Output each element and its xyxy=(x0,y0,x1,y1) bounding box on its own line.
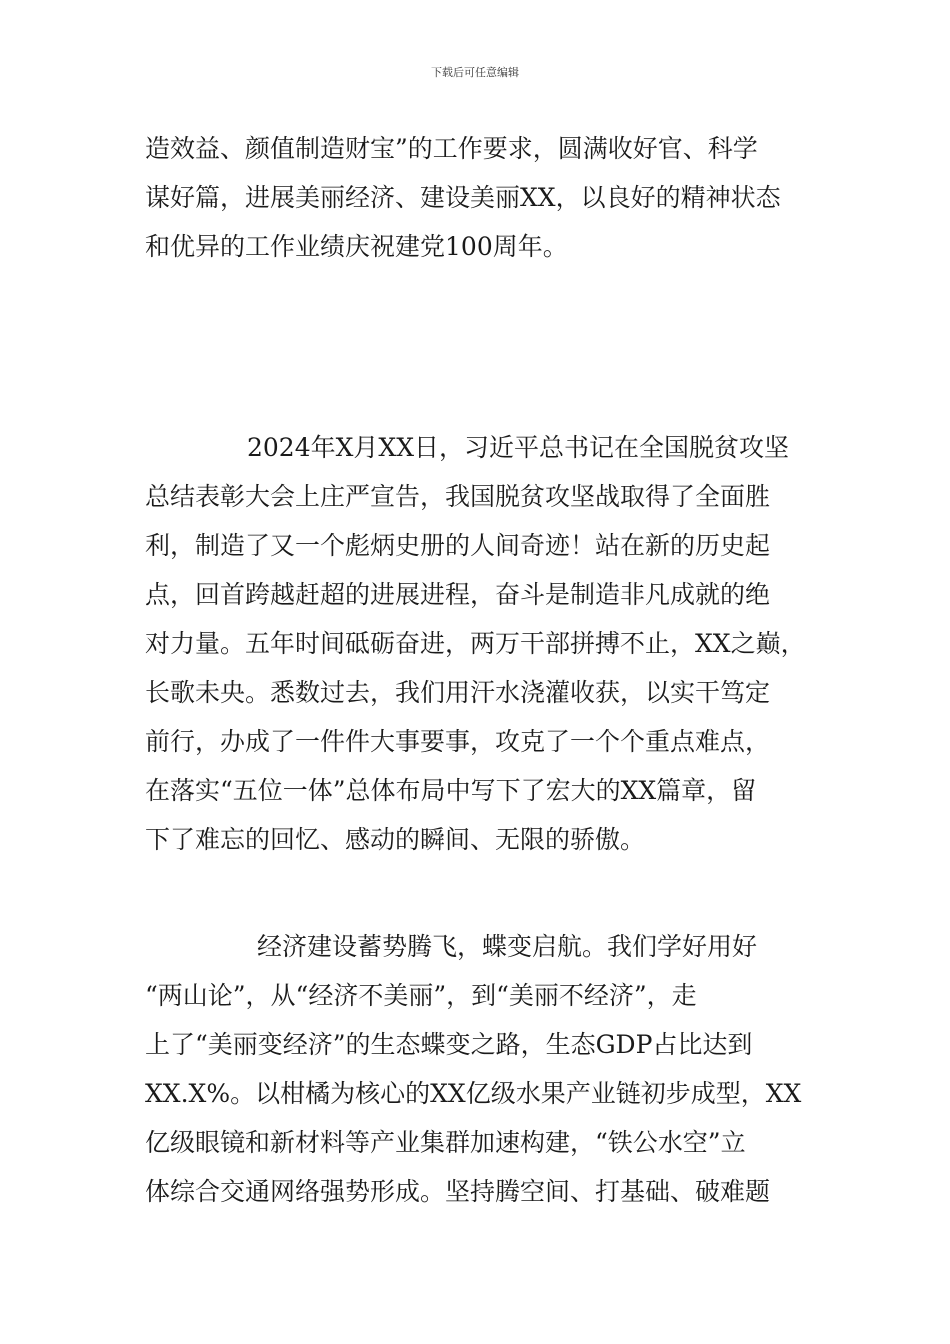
paragraph-line: 点，回首跨越赶超的进展进程，奋斗是制造非凡成就的绝 xyxy=(145,580,771,609)
paragraph-3 xyxy=(145,922,825,1216)
paragraph-line: XX.X%。以柑橘为核心的XX亿级水果产业链初步成型，XX xyxy=(145,1079,802,1108)
paragraph-line: 对力量。五年时间砥砺奋进，两万干部拼搏不止，XX之巅， xyxy=(145,629,806,658)
paragraph-line: 和优异的工作业绩庆祝建党100周年。 xyxy=(145,232,568,261)
paragraph-line: 造效益、颜值制造财宝”的工作要求，圆满收好官、科学 xyxy=(145,134,758,163)
paragraph-1 xyxy=(145,124,825,271)
paragraph-line: 下了难忘的回忆、感动的瞬间、无限的骄傲。 xyxy=(145,825,646,854)
paragraph-line: 2024年X月XX日，习近平总书记在全国脱贫攻坚 xyxy=(247,433,790,462)
paragraph-line: 体综合交通网络强势形成。坚持腾空间、打基础、破难题 xyxy=(145,1177,771,1206)
paragraph-line: “两山论”，从“经济不美丽”，到“美丽不经济”，走 xyxy=(145,981,697,1010)
paragraph-line: 上了“美丽变经济”的生态蝶变之路，生态GDP占比达到 xyxy=(145,1030,753,1059)
paragraph-line: 总结表彰大会上庄严宣告，我国脱贫攻坚战取得了全面胜 xyxy=(145,482,771,511)
paragraph-line: 谋好篇，进展美丽经济、建设美丽XX，以良好的精神状态 xyxy=(145,183,781,212)
paragraph-line: 亿级眼镜和新材料等产业集群加速构建，“铁公水空”立 xyxy=(145,1128,746,1157)
paragraph-line: 在落实“五位一体”总体布局中写下了宏大的XX篇章，留 xyxy=(145,776,757,805)
paragraph-line: 利，制造了又一个彪炳史册的人间奇迹！站在新的历史起 xyxy=(145,531,771,560)
paragraph-line: 长歌未央。悉数过去，我们用汗水浇灌收获，以实干笃定 xyxy=(145,678,771,707)
paragraph-line: 经济建设蓄势腾飞，蝶变启航。我们学好用好 xyxy=(257,932,758,961)
page-header: 下载后可任意编辑 xyxy=(431,66,519,79)
paragraph-line: 前行，办成了一件件大事要事，攻克了一个个重点难点， xyxy=(145,727,771,756)
paragraph-2 xyxy=(145,423,825,864)
